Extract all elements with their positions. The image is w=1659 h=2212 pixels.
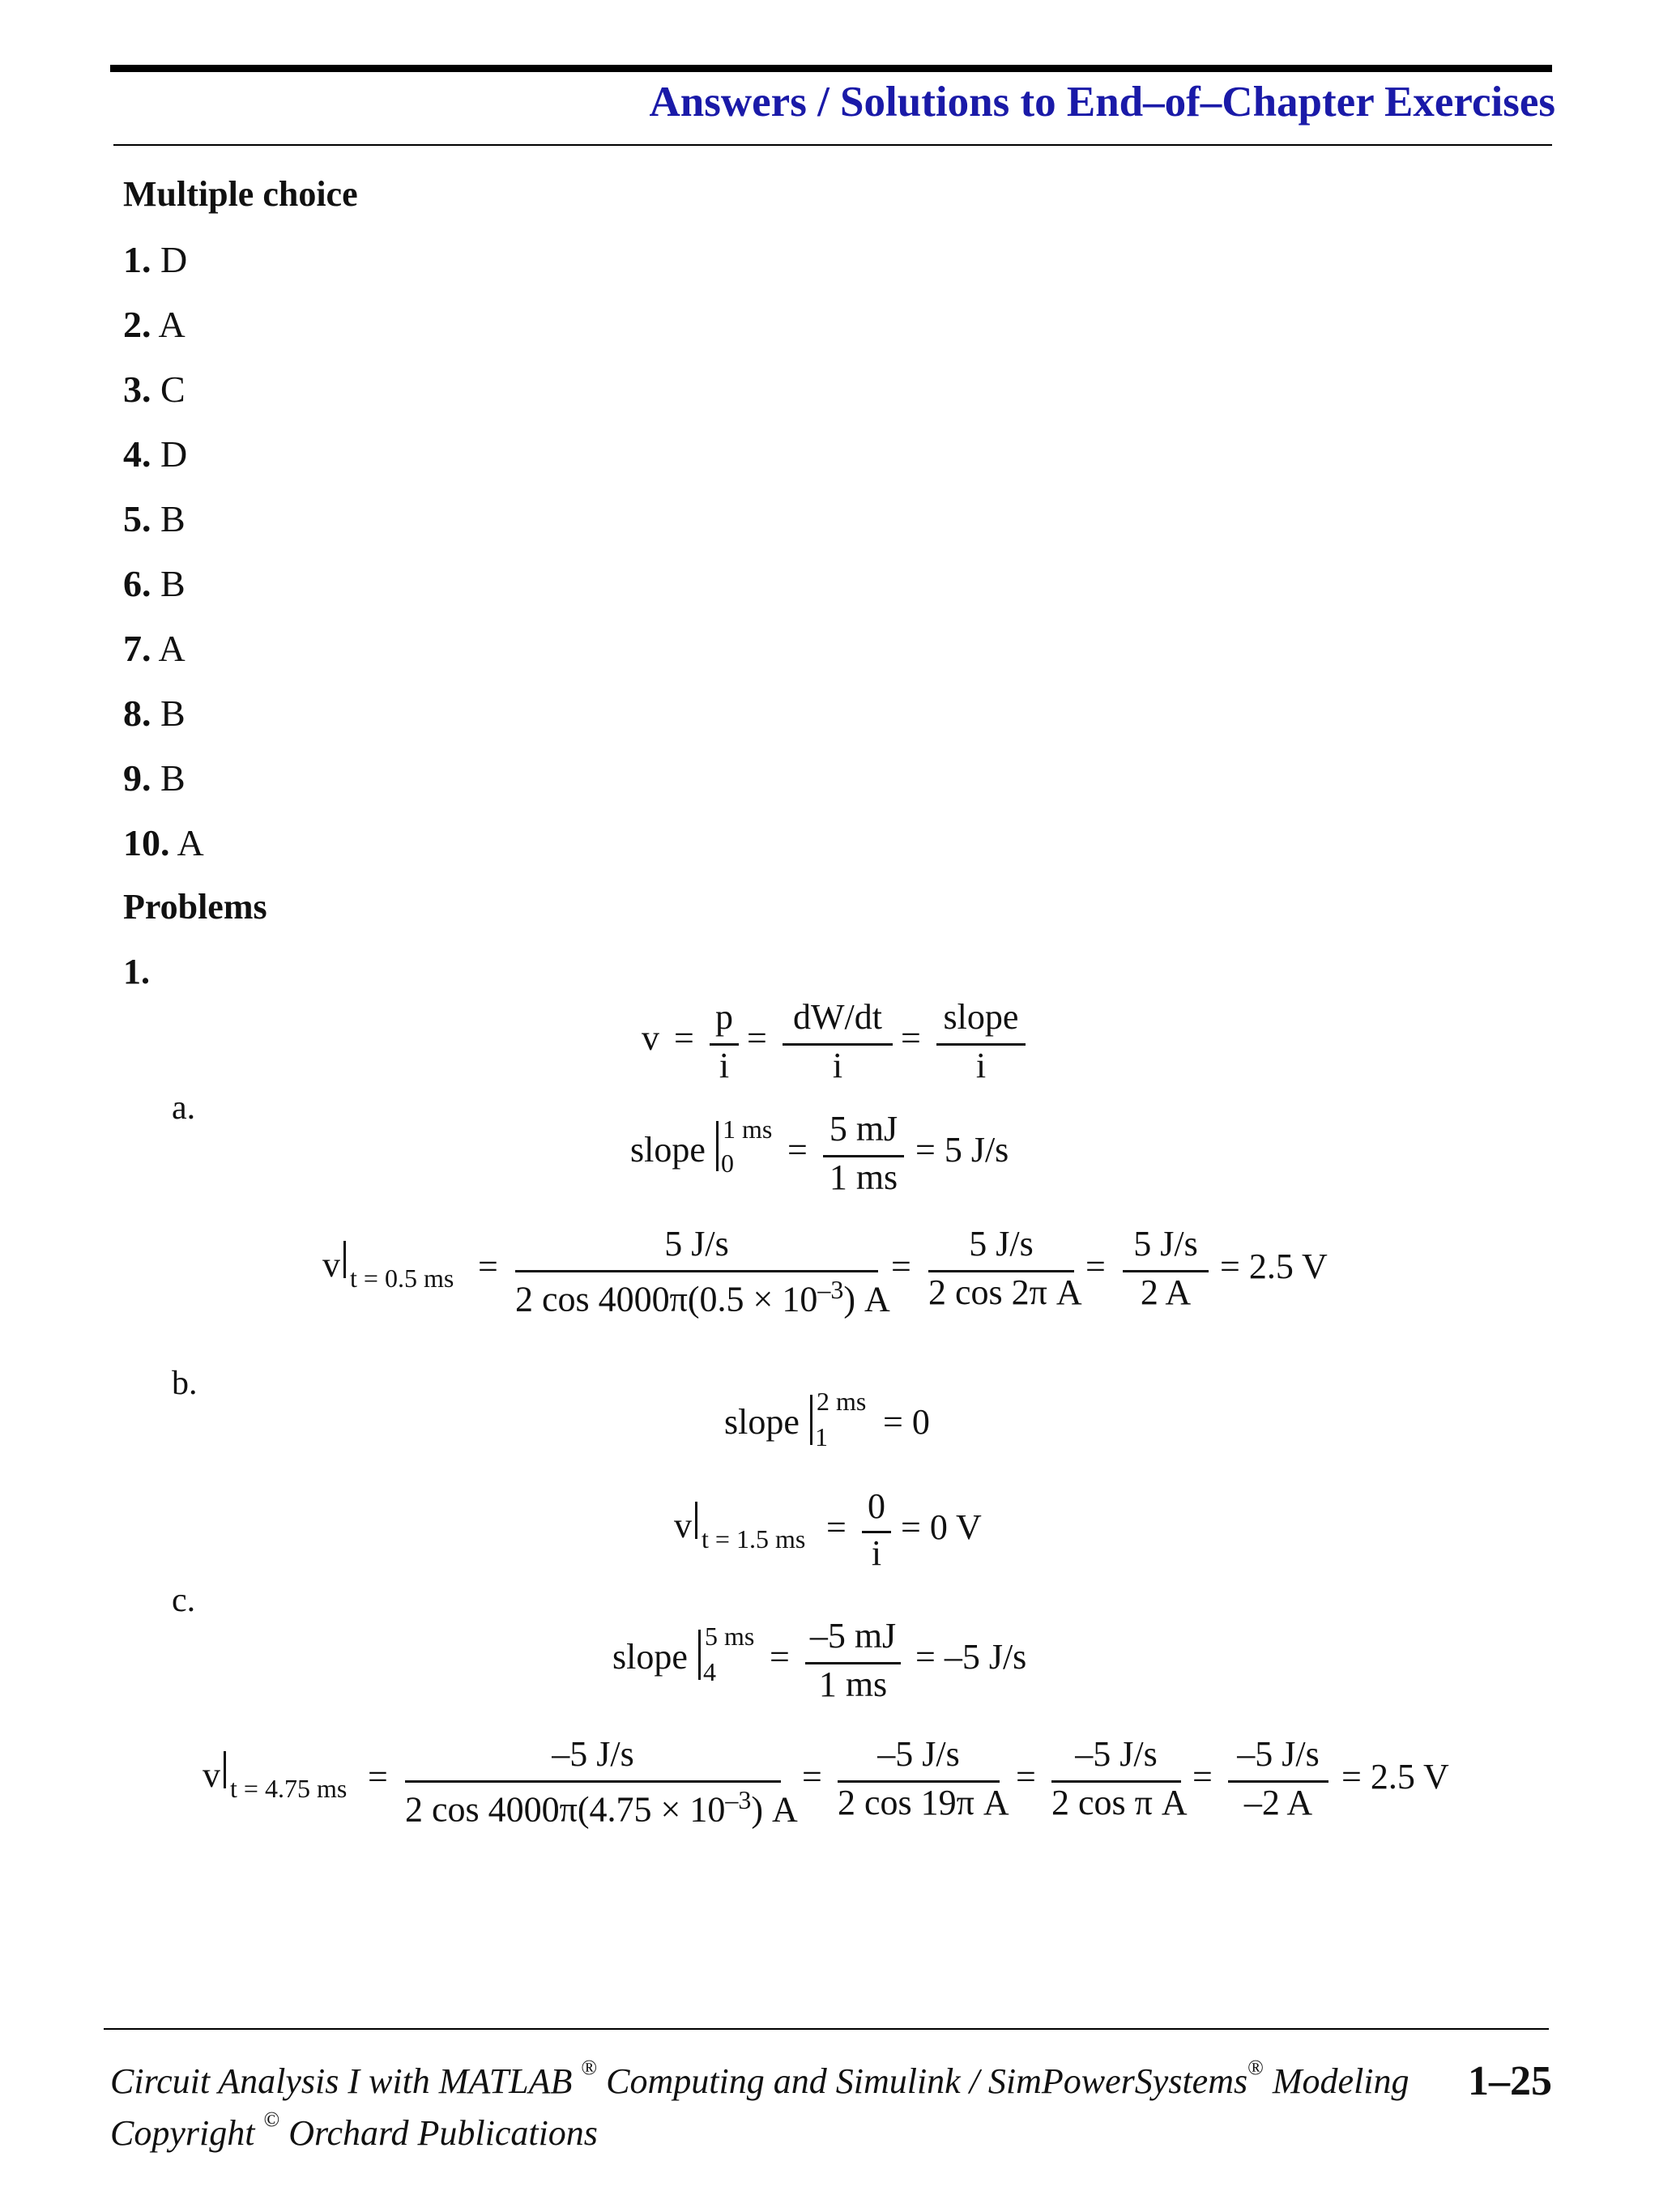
- part-a-label: a.: [172, 1089, 196, 1127]
- footer-book-title: Circuit Analysis I with MATLAB ® Computing and Simulink / SimPowerSystems® Modeling: [110, 2056, 1410, 2101]
- mc-item: 9. B: [123, 757, 186, 799]
- mc-item: 10. A: [123, 822, 204, 863]
- mc-item: 1. D: [123, 239, 188, 280]
- problems-heading: Problems: [123, 887, 267, 927]
- part-b-label: b.: [172, 1365, 198, 1402]
- mc-item: 8. B: [123, 693, 186, 734]
- mc-item: 6. B: [123, 563, 186, 604]
- mc-item: 3. C: [123, 369, 186, 410]
- mc-item: 4. D: [123, 433, 188, 475]
- mc-item: 2. A: [123, 304, 186, 345]
- mc-item: 5. B: [123, 498, 186, 539]
- problem-number: 1.: [123, 952, 150, 991]
- part-c-label: c.: [172, 1582, 196, 1619]
- multiple-choice-heading: Multiple choice: [123, 174, 358, 214]
- header-title: Answers / Solutions to End–of–Chapter Exercises: [649, 79, 1555, 126]
- page-number: 1–25: [1468, 2058, 1552, 2104]
- footer-copyright: Copyright © Orchard Publications: [110, 2108, 598, 2153]
- mc-item: 7. A: [123, 628, 186, 669]
- header-rule: [110, 65, 1552, 72]
- header-underline: [113, 144, 1552, 146]
- footer-rule: [104, 2028, 1549, 2030]
